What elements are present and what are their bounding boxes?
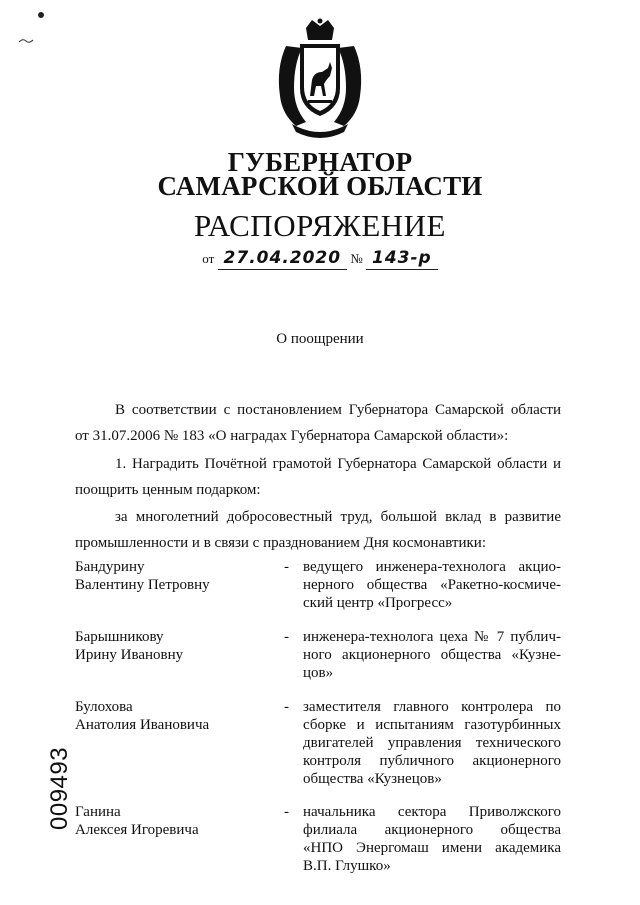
issuer-title-line1: ГУБЕРНАТОР — [227, 147, 413, 177]
issuer-title-line2: САМАРСКОЙ ОБЛАСТИ — [157, 171, 483, 201]
position-line: ведущего инженера-технолога акцио- — [303, 559, 561, 575]
date-number-line — [0, 248, 640, 270]
paragraph-line: 1. Наградить Почётной грамотой Губернатора Самарской области и — [115, 456, 561, 472]
position-line: «НПО Энергомаш имени академика — [303, 840, 561, 856]
position-line: филиала акционерного общества — [303, 822, 561, 838]
position-line: цов» — [303, 665, 334, 681]
awardee-surname: Бандурину — [75, 559, 145, 575]
awardee-position — [303, 698, 561, 788]
paragraph-line: от 31.07.2006 № 183 «О наградах Губернатора Самарской области»: — [75, 428, 509, 444]
list-dash: - — [284, 559, 289, 575]
awardee-given-names: Алексея Игоревича — [75, 822, 199, 838]
awardee-surname: Ганина — [75, 804, 121, 820]
position-line: нерного общества «Ракетно-космиче- — [303, 577, 561, 593]
list-dash: - — [284, 804, 289, 820]
position-line: заместителя главного контролера по — [303, 699, 561, 715]
awardee-name — [75, 558, 275, 594]
awardee-position — [303, 558, 561, 612]
paragraph-line: поощрить ценным подарком: — [75, 482, 261, 498]
document-date: 27.04.2020 — [218, 248, 348, 270]
awardee-given-names: Валентину Петровну — [75, 577, 210, 593]
number-prefix: № — [350, 251, 363, 266]
paragraph-line: В соответствии с постановлением Губернатора Самарской области — [115, 402, 561, 418]
document-number: 143-р — [366, 248, 438, 270]
paragraph-award — [75, 451, 561, 503]
awardee-name — [75, 698, 275, 734]
position-line: ного акционерного общества «Кузне- — [303, 647, 561, 663]
awardee-name — [75, 628, 275, 664]
paragraph-reason — [75, 504, 561, 556]
position-line: двигателей управления технического — [303, 735, 561, 751]
registration-number: 009493 — [46, 746, 73, 830]
awardee-given-names: Анатолия Ивановича — [75, 717, 210, 733]
awardee-surname: Булохова — [75, 699, 133, 715]
awardee-given-names: Ирину Ивановну — [75, 647, 184, 663]
position-line: контроля публичного акционерного — [303, 753, 561, 769]
date-prefix: от — [202, 251, 215, 266]
scan-scribble-mark — [18, 38, 34, 44]
list-dash: - — [284, 629, 289, 645]
awardee-position — [303, 628, 561, 682]
paragraph-line: промышленности и в связи с празднованием Дня космонавтики: — [75, 535, 486, 551]
paragraph-basis — [75, 397, 561, 449]
document-subject: О поощрении — [276, 331, 364, 347]
awardee-name — [75, 803, 275, 839]
awardee-surname: Барышникову — [75, 629, 164, 645]
paragraph-line: за многолетний добросовестный труд, большой вклад в развитие — [115, 509, 561, 525]
position-line: начальника сектора Приволжского — [303, 804, 561, 820]
awardee-position — [303, 803, 561, 875]
scan-dot-mark — [38, 12, 44, 18]
samara-coat-of-arms-icon — [266, 18, 374, 138]
position-line: инженера-технолога цеха № 7 публич- — [303, 629, 561, 645]
position-line: ский центр «Прогресс» — [303, 595, 453, 611]
position-line: сборке и испытаниям газотурбинных — [303, 717, 561, 733]
position-line: В.П. Глушко» — [303, 858, 391, 874]
list-dash: - — [284, 699, 289, 715]
position-line: общества «Кузнецов» — [303, 771, 442, 787]
document-type-title: РАСПОРЯЖЕНИЕ — [194, 208, 446, 243]
